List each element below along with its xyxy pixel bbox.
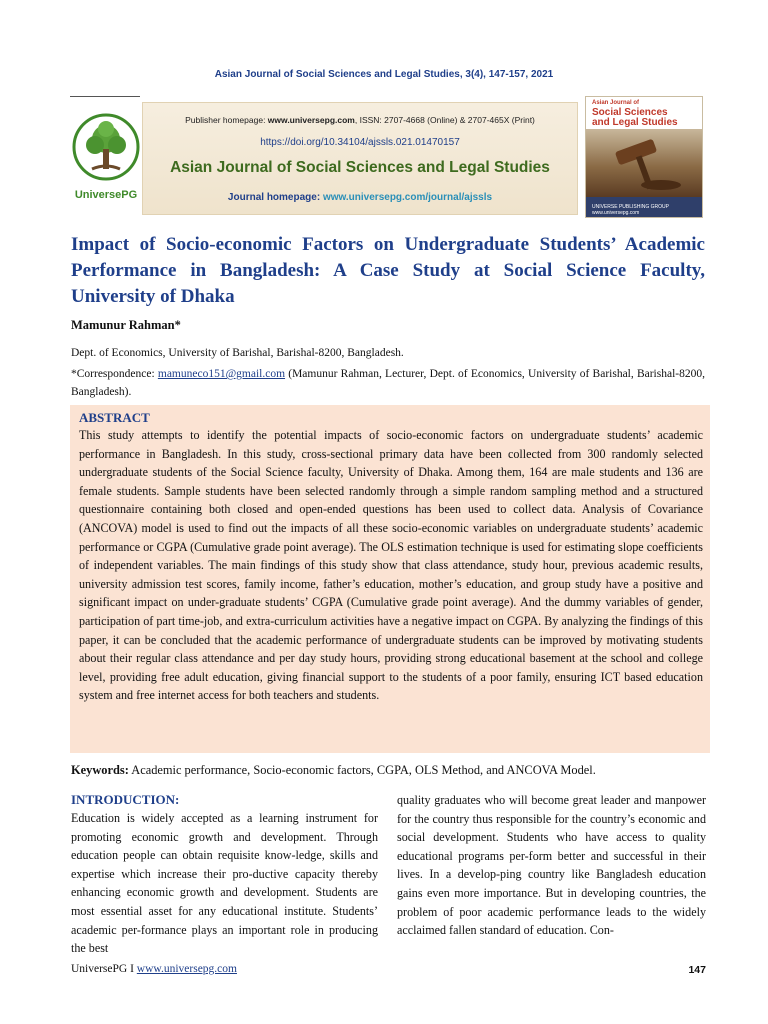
abstract-heading: ABSTRACT bbox=[79, 410, 150, 425]
introduction-right-column bbox=[397, 791, 706, 940]
footer-label: UniversePG I bbox=[71, 963, 137, 975]
correspondence-label: *Correspondence: bbox=[71, 368, 158, 380]
correspondence-email-link[interactable]: mamuneco151@gmail.com bbox=[157, 368, 286, 380]
header-rule bbox=[70, 96, 140, 97]
affiliation: Dept. of Economics, University of Barishal, Barishal-8200, Bangladesh. bbox=[71, 347, 404, 359]
introduction-left-column bbox=[71, 791, 378, 958]
doi-link[interactable]: https://doi.org/10.34104/ajssls.021.01470157 bbox=[260, 137, 460, 148]
publisher-link[interactable]: www.universepg.com bbox=[267, 115, 355, 125]
correspondence-details: (Mamunur Rahman, Lecturer, Dept. of Economics, University of Barishal, Barishal-8200, Bangladesh). bbox=[71, 368, 705, 398]
cover-title bbox=[592, 108, 678, 128]
cover-footer: UNIVERSE PUBLISHING GROUP www.universepg.com bbox=[592, 204, 669, 216]
journal-homepage-link[interactable]: www.universepg.com/journal/ajssls bbox=[322, 192, 493, 203]
keywords bbox=[71, 763, 711, 778]
keywords-text: Academic performance, Socio-economic factors, CGPA, OLS Method, and ANCOVA Model. bbox=[128, 763, 596, 777]
cover-title-line-2: and Legal Studies bbox=[592, 117, 678, 128]
correspondence bbox=[71, 365, 705, 401]
running-head: Asian Journal of Social Sciences and Legal Studies, 3(4), 147-157, 2021 bbox=[214, 69, 554, 80]
footer-link[interactable]: www.universepg.com bbox=[136, 963, 237, 975]
publisher-line bbox=[143, 115, 577, 125]
page-number: 147 bbox=[688, 964, 706, 976]
logo-caption: UniversePG bbox=[74, 189, 138, 201]
journal-homepage-line bbox=[143, 192, 577, 203]
introduction-heading: INTRODUCTION: bbox=[71, 792, 180, 807]
journal-homepage-label: Journal homepage: bbox=[227, 192, 323, 203]
abstract-text: This study attempts to identify the potential impacts of socio-economic factors on undergraduate students’ academic performance in Bangladesh. In this study, cross-sectional primary data have been collected from 300 randomly selected undergraduate students of the Social Science faculty, University of Dhaka. Among them, 164 are male students and 136 are female students. Sample students have been selected randomly through a simple random sampling method and a structured questionnaire containing both closed and open-ended questions has been used to collect data. Analysis of Covariance (ANCOVA) model is used to find out the impacts of all these socio-economic variables on undergraduate students’ academic performance or CGPA (Cumulative grade point average). The OLS estimation technique is used for estimating slope coefficients of independent variables. The main findings of this study show that class attendance, study hour, previous academic results, university admission test scores, family income, father’s education, mother’s education, and group study have a positive and significant impact on under-graduate students’ CGPA (Cumulative grade point average). And the dummy variables of gender, participation of part time-job, and extra-curriculum activities have a negative impact on CGPA. By analyzing the findings of this paper, it can be concluded that the academic performance of undergraduate students can be improved by motivating students about their regular class attendance and per day study hours, providing strong educational basement at the school and college level, providing free adult education, giving financial support to the students of a poor family, ensuring ICT based education system and free internet access for both teachers and students. bbox=[79, 428, 703, 703]
issn-text: , ISSN: 2707-4668 (Online) & 2707-465X (Print) bbox=[354, 115, 535, 125]
journal-title: Asian Journal of Social Sciences and Legal Studies bbox=[170, 159, 550, 176]
journal-banner bbox=[142, 102, 578, 215]
introduction-right-text: quality graduates who will become great leader and manpower for the country thus responsible for the country’s economic and social development. Students who have access to quality educational programs per-form better and successful in their lives. In a develop-ping country like Bangladesh education gains even more importance. But in developing countries, the problem of poor academic performance leads to the widely acclaimed fallen standard of education. Con- bbox=[397, 793, 706, 938]
cover-title-line-1: Social Sciences bbox=[592, 107, 668, 118]
journal-cover-image bbox=[585, 96, 703, 218]
footer-publisher bbox=[71, 963, 237, 975]
introduction-left-text: Education is widely accepted as a learning instrument for promoting economic growth and development. Through education people can obtain requisite know-ledge, skills and expertise which increase their pro-ductive capacity thereby enhancing economic growth and development. Students are most essential asset for any educational institute. Students’ academic per-formance plays an important role in producing the best bbox=[71, 811, 378, 956]
cover-small-text: Asian Journal of bbox=[592, 100, 640, 106]
article-title: Impact of Socio-economic Factors on Undergraduate Students’ Academic Performance in Bangladesh: A Case Study at Social Science Faculty, University of Dhaka bbox=[71, 234, 705, 307]
gavel-icon bbox=[606, 137, 686, 192]
author-name: Mamunur Rahman* bbox=[71, 318, 181, 332]
publisher-label: Publisher homepage: bbox=[185, 115, 268, 125]
abstract-box bbox=[70, 405, 710, 753]
keywords-label: Keywords: bbox=[71, 763, 129, 777]
